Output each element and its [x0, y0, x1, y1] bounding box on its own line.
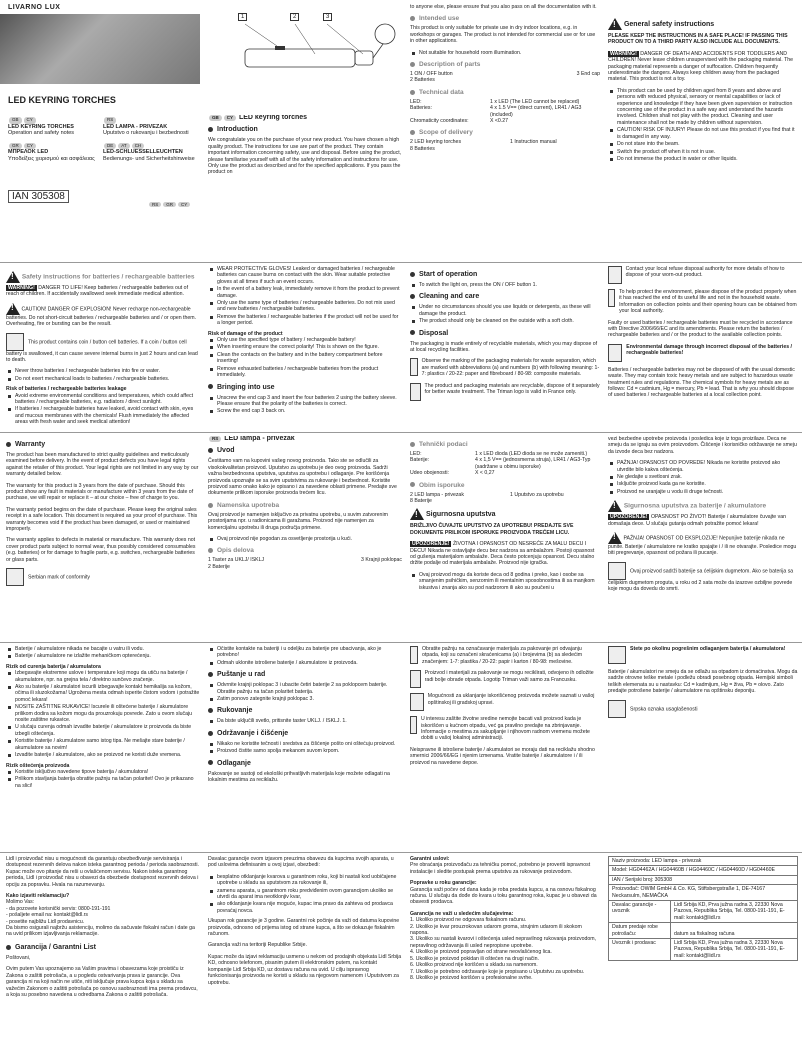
crossed-bin-icon	[608, 646, 626, 664]
table-cell: Uvoznik i prodavac	[609, 939, 671, 961]
battery-item: Only use the same type of batteries / rechargeable batteries. Do not mix used and new batteries / rechargeable batteries.	[217, 300, 402, 313]
disposal-box: The product and packaging materials are recyclable, dispose of it separately for better waste treatment. The Triman logo is valid in France only.	[424, 382, 600, 396]
heading-namenska: Namenska upotreba	[208, 502, 402, 510]
general-warning-text: DANGER OF DEATH AND ACCIDENTS FOR TODDLERS AND CHILDREN! Never leave children unsupervised with the packaging material. The packaging material represents a danger of suffocation. Children frequently underestimate the dangers. Always keep children away from the packaged material. This product is not a toy.	[608, 50, 794, 83]
garancija-text: Ovim putem Vas upoznajemo sa Vašim pravima i obavezama koje proističu iz Zakona o zaštiti potrošača, a u pogledu ostvarivanja prava iz garancije. Ova garancija ni na koji način ne utiče, niti isključuje prava kupca koja u skladu sa važećim Zakonom o zaštiti potrošača po osnovu saobraznosti ima prema prodavcu, a koja su posebno navedena u odredbama Zakona o zaštiti potrošača.	[6, 966, 198, 998]
into-item: Odvrnite krajnji poklopac 3 i ubacite četiri baterije 2 sa poklopcem baterije. Obratite pažnju na tačan polaritet baterija.	[217, 682, 402, 695]
garancija-salute: Poštovani,	[6, 954, 31, 961]
garancija-text: Ukupan rok garancije je 3 godine. Garantni rok počinje da važi od datuma kupovine proizvoda, odnosno od prijema istog od strane kupca, a što se dokazuje fiskalnim računom.	[208, 918, 400, 938]
lang-sub: Bedienungs- und Sicherheitshinweise	[103, 155, 195, 162]
warranty-text: The warranty period begins on the date of purchase. Please keep the original sales receipt in a safe location. This document is required as your proof of purchase. This warranty becomes void if the product has been damaged, or used or maintained improperly.	[6, 506, 198, 533]
damage-item: Očistite kontakte na bateriji i u odeljku za baterije pre ubacivanja, ako je potrebno!	[217, 646, 402, 659]
battery-caution: CAUTION! DANGER OF EXPLOSION! Never recharge non-rechargeable batteries. Do not short-circuit batteries / rechargeable batteries and / or open them. Overheating, fire or bursting can be the result.	[6, 306, 197, 328]
uvod-text: Čestitamo vam na kupovini vašeg novog proizvoda. Tako ste se odlučili za visokokvalitetan proizvod. Uputstvo za upotrebu je deo ovog proizvoda. Sadrži važna bezbednosna uputstva, uputstva za upotrebu i odlaganje. Pre korišćenja proizvoda upoznajte se sa svim uputstvima za rukovanje i bezbednost. Koristite proizvod samo onako kako je opisano i za navedene oblasti primene. Predajte sve dokumente prilikom isporuke proizvoda trećem licu.	[208, 458, 397, 497]
damage-item: Koristite isključivo navedene tipove baterija / akumulatora!	[15, 769, 200, 775]
battery-item: WEAR PROTECTIVE GLOVES! Leaked or damaged batteries / rechargeable batteries can cause burns on contact with the skin. Wear suitable protective gloves at all times if such an event occurs.	[217, 266, 402, 285]
battery-coin: This product contains coin / button cell batteries. If a coin / button cell battery is swallowed, it can cause severe internal burns in just 2 hours and can lead to death.	[6, 339, 198, 364]
battery-item: Never throw batteries / rechargeable batteries into fire or water.	[15, 368, 200, 374]
akum-warning: OPASNOST PO ŽIVOT! Baterije / akumulatore čuvajte van domašaja dece. U slučaju gutanja odmah potražite pomoć lekara!	[608, 514, 786, 527]
lang-sub: Operation and safety notes	[8, 130, 75, 136]
p2-col2	[208, 266, 402, 432]
safety-item: Do not immerse the product in water or other liquids.	[617, 156, 798, 162]
heading-opis: Opis delova	[208, 547, 402, 555]
op-item: Da biste uključili svetlo, pritisnite taster UKLJ. / ISKLJ. 1.	[217, 718, 402, 724]
heading-introduction: Introduction	[208, 125, 402, 134]
disposal-box: Observe the marking of the packaging materials for waste separation, which are marked with abbreviations (a) and numbers (b) with following meaning: 1-7: plastics / 20-22: paper and fibreboard / 80-98: composite materials.	[421, 358, 600, 378]
crossed-bin-icon	[608, 344, 622, 362]
part-item: 2 Batteries	[410, 77, 435, 84]
clean-item: Nikako ne koristite tečnosti i sredstva za čišćenje pošto oni oštećuju proizvod.	[217, 741, 402, 747]
damage-item: Prilikom stavljanja baterija obratite pažnju na tačan polaritet! Ovo je prikazano na slici!	[15, 776, 200, 789]
lang-badge: GB	[209, 115, 222, 121]
disposal-contact: Contact your local refuse disposal authority for more details of how to dispose of your worn-out product.	[625, 266, 785, 279]
leak-item: Izvadite baterije / akumulatore, ako se proizvod ne koristi duže vremena.	[15, 752, 200, 758]
battery-heavy-metals: Batteries / rechargeable batteries may not be disposed of with the usual domestic waste. They may contain toxic heavy metals and are subject to hazardous waste treatment rules and regulations. The chemical symbols for heavy metals are as follows: Cd = cadmium, Hg = mercury, Pb = lead. That is why you should dispose of used batteries / rechargeable batteries at a local collection point.	[608, 366, 795, 399]
p4-col3	[410, 646, 600, 850]
divider	[0, 262, 802, 263]
op-item: To switch the light on, press the ON / OFF button 1.	[419, 282, 600, 288]
lang-badge: CY	[24, 143, 36, 150]
tech-key: Baterije:	[410, 457, 430, 464]
triman-icon	[410, 383, 421, 401]
lang-title: LED KEYRING TORCHES	[8, 123, 74, 130]
heading-scope: Scope of delivery	[410, 129, 600, 137]
warning-label: WARNING!	[610, 50, 637, 57]
akum-coin: Ovaj proizvod sadrži baterije sa ćelijskim dugmetom. Ako se baterija sa ćelijskim dugmetom proguta, u roku od 2 sata može da izazove ozbiljne povrede koje mogu da dovedu do smrti.	[608, 568, 794, 593]
garancija-text: Garancija važi na teritoriji Republike Srbije.	[208, 942, 307, 949]
sigurnosna-item: Ovaj proizvod mogu da koriste deca od 8 godina i preko, kao i osobe sa smanjenim psihičkim, senzornim ili mentalnim sposobnostima ili sa manjkom iskustva i znanja ako su pod nadzorom ili ako su poučeni u	[419, 572, 600, 591]
warning-icon	[410, 508, 424, 520]
warning-label: UPOZORENJE!	[412, 541, 450, 548]
heading-tehnicki: Tehnički podaci	[410, 441, 600, 449]
leak-item: If batteries / rechargeable batteries have leaked, avoid contact with skin, eyes and mucous membranes with the chemicals! Flush immediately the affected areas with fresh water and seek medical attention!	[15, 406, 200, 425]
p2-col1	[6, 266, 200, 432]
brand-logo: LIVARNO LUX	[8, 4, 61, 11]
odlaganje-text: Pakovanje se sastoji od ekološki prihvatljivih materijala koje možete odlagati na lokalnim mestima za reciklažu.	[208, 770, 390, 784]
warranty-text: The warranty for this product is 3 years from the date of purchase. Should this product show any fault in materials or manufacture within 3 years from the date of purchase, we will repair or replace it – at our choice – free of charge to you.	[6, 482, 194, 502]
heading-damage: Risk of damage of the product	[208, 330, 283, 337]
heading-garantni-uslovi: Garantni uslovi:	[410, 856, 450, 862]
damage-item: Odmah uklonite istrošene baterije / akumulatore iz proizvoda.	[217, 660, 402, 666]
tech-val: X <0.27	[490, 118, 509, 125]
tech-val: X < 0,27	[475, 470, 495, 477]
into-item: Unscrew the end cap 3 and insert the four batteries 2 using the battery sleeve. Please ensure that the polarity of the batteries is correct.	[217, 395, 402, 408]
ne-vazi-item: 6. Ukoliko proizvod nije korišćen u skladu sa namenom.	[410, 962, 538, 969]
p1-col2	[410, 4, 600, 260]
heading-pustanje: Puštanje u rad	[208, 670, 402, 679]
disposal-box: U interesu zaštite životne sredine nemojte bacati vaš proizvod kada je iskorišćen u kućnom otpadu, već ga pravilno predajte na zbrinjavanje. Informacije o mestima za sakupljanje i njihovom radnom vremenu možete dobiti u vašoj lokalnoj administraciji.	[420, 716, 590, 742]
coin-cell-icon	[6, 333, 24, 351]
heading-ostecenje: Rizik oštećenja proizvoda	[6, 762, 70, 769]
explosion-icon	[608, 532, 622, 544]
lang-badge: RS	[209, 436, 221, 442]
lang-title: LED-SCHLUESSELLEUCHTEN	[103, 149, 183, 155]
lang-badge: CY	[224, 115, 236, 121]
tech-key: LED:	[410, 98, 422, 105]
serbian-mark: Serbian mark of conformity	[28, 574, 90, 581]
p3-col3	[410, 436, 600, 640]
leak-item: Avoid extreme environmental conditions and temperatures, which could affect batteries / rechargeable batteries, e.g. radiators / direct sunlight.	[15, 393, 200, 406]
general-safety-intro: PLEASE KEEP THE INSTRUCTIONS IN A SAFE PLACE! IF PASSING THIS PRODUCT ON TO A THIRD PARTY ALSO INCLUDE ALL DOCUMENTS.	[608, 33, 788, 46]
p4-col1	[6, 646, 200, 850]
safety-item: Switch the product off when it is not in use.	[617, 149, 798, 155]
intended-item: Not suitable for household room illumination.	[419, 50, 600, 56]
disposal-box: Proizvod i materijali za pakovanje se mogu reciklirati, odvojeno ih odložite radi bolje obrade otpada. Logotip Triman važi samo za Francusku.	[424, 670, 594, 683]
reklamacija-line: - pošaljete email na: kontakt@lidl.rs	[6, 912, 88, 919]
battery-item: Baterije / akumulatore ne izlažite mehaničkom opterećenju.	[15, 653, 200, 659]
safety-item: Proizvod ne uranjajte u vodu ili druge tečnosti.	[617, 489, 798, 495]
p2-col4	[608, 266, 798, 432]
lang-sub: Uputstvo o rukovanju i bezbednosti	[103, 130, 189, 136]
namenska-text: Ovaj proizvod je namenjen isključivo za privatnu upotrebu, u suvim zatvorenim prostorijama npr. u radionicama ili garažama. Proizvod nije namenjen za komercijalnu upotrebu ili druga područja primene.	[208, 511, 388, 531]
rs-title: LED lampa - privezak	[224, 436, 295, 442]
tech-key: Batteries:	[410, 105, 432, 112]
garancija-item: zamenu aparata, u garantnom roku predviđenim ovom garancijom ukoliko se utvrdi da aparat ima neotklonjiv kvar,	[217, 888, 402, 901]
battery-item: Remove the batteries / rechargeable batteries if the product will not be used for a longer period.	[217, 314, 402, 327]
leak-item: Izbegavajte ekstremne uslove i temperature koji mogu da utiču na baterije / akumulatore, npr. na grejna tela / direktno sunčevo zračenje.	[15, 670, 200, 683]
part-item: 2 Baterije	[208, 563, 230, 570]
tech-key: Chromaticity coordinates:	[410, 118, 469, 125]
table-cell: Proizvođač: OWIM GmbH & Co. KG, Stiftsbergstraße 1, DE-74167 Neckarsulm, NEMAČKA	[609, 885, 798, 901]
cover-title: LED KEYRING TORCHES	[8, 95, 116, 105]
reklamacija-line: - posetite najbližu Lidl prodavnicu.	[6, 918, 85, 925]
recycling-icon	[410, 358, 418, 376]
heading-rukovanje: Rukovanje	[208, 706, 402, 715]
reklamacija-line: Molimo Vas:	[6, 899, 35, 906]
heading-start-operation: Start of operation	[410, 270, 600, 279]
ne-vazi-item: 8. Ukoliko je proizvod korišćen u profesionalne svrhe.	[410, 974, 533, 981]
heading-battery-safety: ! Safety instructions for batteries / rechargeable batteries	[6, 271, 200, 283]
serbian-mark-icon	[608, 700, 626, 718]
disposal-text: The packaging is made entirely of recyclable materials, which you may dispose of at local recycling facilities.	[410, 340, 598, 354]
part-item: 1 ON / OFF button	[410, 71, 453, 78]
lang-badge: CY	[178, 202, 190, 207]
heading-tech: Technical data	[410, 89, 600, 97]
figure-label-3: 3	[323, 13, 332, 21]
battery-recycle: Neispravne ili istrošene baterije / akumulatori se moraju dati na reciklažu shodno smernici 2006/66/EG i njenim izmenama. Vratite baterije / akumulatore i / ili proizvod na navedene depoe.	[410, 746, 595, 766]
warranty-table	[608, 856, 798, 961]
lang-badge: AT	[118, 143, 129, 150]
safety-item: Isključite proizvod kada ga ne koristite.	[617, 481, 798, 487]
warning-label: UPOZORENJE!	[610, 514, 648, 521]
scope-item: 8 Batteries	[410, 145, 435, 152]
bin-icon	[410, 693, 424, 711]
damage-item: Clean the contacts on the battery and in the battery compartment before inserting!	[217, 352, 402, 365]
cover	[0, 0, 200, 262]
service-text: Lidl i proizvođač nisu u mogućnosti da garantuju obezbeđivanje servisiranja i dostupnost rezervnih delova nakon isteka garantnog perioda / perioda saobraznosti. Kupac može ovo pitanje da reši u ovlašćenom servisu. Nakon isteka garantnog perioda, Lidl i proizvođač nisu u obavezi da obezbede dostupnost rezervnih delova i opciju za popravku. Hvala na razumevanju.	[6, 856, 199, 888]
heading-akumulatore: ! Sigurnosna uputstva za baterije / akumulatore	[608, 500, 798, 512]
p4-col2	[208, 646, 402, 850]
warning-label: WARNING!	[8, 285, 35, 291]
garantni-text: Pre obraćanja proizvođaču za tehničku pomoć, potrebno je proveriti ispravnost instalacije i sledite postupak prema uputstvu za rukovanje proizvodom.	[410, 862, 591, 875]
sigurnosna-intro: BRIŽLJIVO ČUVAJTE UPUTSTVO ZA UPOTREBU! PREDAJTE SVE DOKUMENTE PRILIKOM ISPORUKE PROIZVODA TREĆEM LICU.	[410, 523, 574, 536]
p3-col4	[608, 436, 798, 640]
part-item: 3 Krajnji poklopac	[361, 557, 402, 564]
garancija-text: Davalac garancije ovom izjavom preuzima obavezu da kupcima svojih aparata, u pod uslovima definisanim u ovoj izjavi, obezbedi:	[208, 856, 394, 869]
p3-col2	[208, 436, 402, 640]
sigurnosna-warning: ŽIVOTNA I OPASNOST OD NESREĆE ZA MALU DECU I DECU! Nikada ne ostavljajte decu bez nadzora sa ambalažom. Postoji opasnost od gušenja materijalom ambalaže. Deca često potcenjuju opasnost. Decu stalno držite podalje od materijala ambalaže. Proizvod nije igračka.	[410, 541, 595, 567]
heading-intended-use: Intended use	[410, 15, 600, 23]
table-cell: Lidl Srbija KD, Prva južna radna 3, 22330 Nova Pazova, Republika Srbija, Tel. 0800-191-191, E-mail: kontakt@lidl.rs	[671, 939, 798, 961]
ne-vazi-item: 2. Ukoliko je kvar prouzrokovan udarom groma, strujnim udarom ili skokom napona.	[410, 923, 582, 937]
table-cell: Davalac garancije - uvoznik	[609, 901, 671, 923]
leak-item: Koristite baterije / akumulatore samo istog tipa. Ne mešajte stare baterije / akumulatore sa novim!	[15, 738, 200, 751]
lang-badge: RS	[104, 117, 116, 124]
p5-col2	[208, 856, 402, 1060]
damage-item: Remove exhausted batteries / rechargeable batteries from the product immediately.	[217, 366, 402, 379]
tech-key: LED:	[410, 451, 422, 457]
tech-val: 4 x 1,5 V== (jednosmerna struja), LR41 / AG3-Typ (sadržane u obimu isporuke)	[475, 457, 591, 470]
warning-icon	[608, 500, 622, 512]
heading-odlaganje: Odlaganje	[208, 759, 402, 768]
heading-sigurnosna: ! Sigurnosna uputstva	[410, 508, 600, 520]
table-cell: Naziv proizvoda: LED lampa - privezak	[609, 857, 798, 866]
into-item: Zatim ponovo zategnite krajnji poklopac 3.	[217, 696, 402, 702]
battery-heavy-metals: Baterije / akumulatori ne smeju da se odlažu sa otpadom iz domaćinstva. Mogu da sadrže otrovne teške metale i podležu obradi posebnog otpada. Hemijski simboli teških elemenata su u nastavku: Cd = kadmijum, Hg = živa, Pb = olovo. Zato predajte potrošene baterije / akumulatore na opštinsku deponiju.	[608, 669, 798, 695]
lang-badge: GR	[9, 143, 22, 150]
garancija-item: ako otklanjanje kvara nije moguće, kupac ima pravo da zahteva od prodavca povraćaj novca.	[217, 901, 402, 914]
p1-col1	[208, 115, 402, 260]
heading-odrzavanje: Održavanje i čišćenje	[208, 729, 402, 738]
scope-item: 1 Instruction manual	[510, 139, 557, 146]
heading-reklamacija: Kako izjaviti reklamaciju?	[6, 893, 70, 900]
part-item: 1 Taster za UKLJ/ ISKLJ	[208, 557, 265, 564]
lang-title: LED LAMPA - PRIVEZAK	[103, 123, 168, 130]
table-cell: IAN / Serijski broj: 305308	[609, 875, 798, 884]
divider	[0, 852, 802, 853]
scope-item: 2 LED keyring torches	[410, 139, 462, 146]
divider	[0, 642, 802, 643]
intro-cont: to anyone else, please ensure that you also pass on all the documentation with it.	[410, 4, 597, 10]
p1-title: LED keyring torches	[238, 115, 308, 121]
scope-item: 2 LED lampa - privezak	[410, 491, 464, 498]
heading-parts: Description of parts	[410, 61, 600, 69]
ne-vazi-item: 7. Ukoliko je potrebno održavanje koje je propisano u Uputstvu za upotrebu.	[410, 968, 585, 975]
lang-badge: DE	[104, 143, 116, 150]
sigurnosna-cont: vezi bezbedne upotrebe proizvoda i posledica koje iz toga proizilaze. Deca ne smeju da se igraju sa ovim proizvodom. Čišćenje i korisničko održavanje ne smeju da izvode deca bez nadzora.	[608, 436, 797, 455]
warning-icon	[608, 18, 622, 30]
warning-icon	[6, 271, 20, 283]
intended-text: This product is only suitable for private use in dry indoor locations, e.g. in workshops or garages. The product is not intended for commercial use or for use in other applications.	[410, 25, 596, 45]
lang-badge: RS	[149, 202, 161, 207]
p5-col3	[410, 856, 600, 1060]
ian-number: IAN 305308	[8, 190, 69, 203]
p3-col1	[6, 436, 200, 640]
crossed-bin-icon	[608, 289, 615, 307]
lang-badge: CY	[24, 117, 36, 124]
lang-badge: GR	[163, 202, 176, 207]
reklamacija-line: Da bismo osigurali najbržu asistenciju, molimo da sačuvate fiskalni račun i date ga na uvid prilikom izjavljivanja reklamacije.	[6, 925, 195, 938]
lang-sub: Υποδείξεις χειρισμού και ασφάλειας	[8, 155, 95, 162]
p4-col4	[608, 646, 798, 850]
tech-val: 4 x 1.5 V== (direct current), LR41 / AG3 (included)	[490, 105, 582, 118]
safety-item: CAUTION! RISK OF INJURY! Please do not use this product if you find that it is damaged in any way.	[617, 127, 798, 140]
tech-val: 1 x LED dioda (LED dioda se ne može zameniti.)	[475, 451, 588, 457]
heading-leakage: Risk of batteries / rechargeable batteries leakage	[6, 386, 127, 393]
ne-vazi-item: 1. Ukoliko proizvod ne odgovara fiskalnom računu.	[410, 917, 527, 924]
table-cell: datum sa fiskalnog računa	[671, 923, 798, 939]
ne-vazi-item: 5. Ukoliko je proizvod pokidan ili oštećen na drugi način.	[410, 955, 539, 962]
leak-item: NOSITE ZAŠTITNE RUKAVICE! Iscurele ili oštećene baterije / akumulatore prilikom dodira sa kožom mogu da prouzrokuju povrede. Zato u ovom slučaju nosite zaštitne rukavice.	[15, 704, 200, 723]
battery-item: Do not exert mechanical loads to batteries / rechargeable batteries.	[15, 376, 200, 382]
coin-cell-icon	[608, 562, 626, 580]
p5-col4	[608, 856, 798, 1060]
heading-garancija: Garancija / Garantni List	[6, 943, 200, 952]
warranty-text: The product has been manufactured to strict quality guidelines and meticulously examined before delivery. In the event of product defects you have legal rights against the retailer of this product. Your legal rights are not limited in any way by our warranty detailed below.	[6, 452, 199, 478]
clean-item: Proizvod čistite samo spolja mekanom suvom krpom.	[217, 748, 402, 754]
safety-item: Do not stare into the beam.	[617, 141, 798, 147]
heading-general-safety: ! General safety instructions	[608, 18, 798, 30]
heading-bringing-into-use: Bringing into use	[208, 383, 402, 392]
heading-curenje: Rizik od curenja baterija / akumulatora	[6, 663, 101, 670]
bin-icon	[608, 266, 622, 284]
tech-key: Udeo obojenosti:	[410, 470, 449, 477]
heading-ne-vazi: Garancija ne važi u sledećim slučajevima:	[410, 910, 514, 917]
damage-item: When inserting ensure the correct polarity! This is shown on the figure.	[217, 344, 402, 350]
damage-item: Only use the specified type of battery / rechargeable battery!	[217, 337, 402, 343]
battery-warning: DANGER TO LIFE! Keep batteries / rechargeable batteries out of reach of children. If accidentally swallowed seek immediate medical attention.	[6, 285, 189, 298]
into-item: Screw the end cap 3 back on.	[217, 408, 402, 414]
part-item: 3 End cap	[576, 71, 600, 78]
disposal-box: Obratite pažnju na označavanje materijala za pakovanje pri odvajanju otpada, koji su označeni skraćenicama (a) i brojevima (b) sa sledećim značenjem: 1-7: plastika / 20-22: papir i karton / 80-98: mešovine.	[422, 646, 583, 665]
namenska-item: Ovaj proizvod nije pogodan za osvetljenje prostorija u kući.	[217, 536, 402, 542]
disposal-env: To help protect the environment, please dispose of the product properly when it has reached the end of its useful life and not in the household waste. Information on collection points and their opening hours can be obtained from your local authority.	[619, 289, 797, 315]
cover-photo	[0, 14, 200, 84]
triman-icon	[410, 670, 421, 688]
explosion-icon	[6, 303, 20, 315]
divider	[0, 432, 802, 433]
heading-obim: Obim isporuke	[410, 482, 600, 490]
heading-uvod: Uvod	[208, 446, 402, 455]
serbian-mark: Srpska oznaka usaglašenosti	[630, 706, 698, 712]
scope-item: 1 Uputstvo za upotrebu	[510, 491, 564, 498]
p5-col1	[6, 856, 200, 1060]
intro-text: We congratulate you on the purchase of your new product. You have chosen a high quality product. The instructions for use are part of the product. They contain important information concerning safety, use and disposal. Before using the product, please familiarise yourself with all of the safety information and instructions for use. Only use the product as described and for the specified applications. If you pass the product on	[208, 137, 402, 176]
scope-item: 8 Baterije	[410, 498, 432, 505]
safety-item: This product can be used by children aged from 8 years and above and persons with reduced physical, sensory or mental capabilities or lack of experience and knowledge if they have been given supervision or instruction concerning use of the product in a safe way and understand the hazards involved. Children shall not play with the product. Cleaning and user maintenance shall not be made by children without supervision.	[617, 88, 798, 126]
lang-badge: GB	[9, 117, 22, 124]
p1-col3	[608, 14, 798, 260]
product-figure	[205, 4, 405, 109]
reklamacija-line: - da pozovete korisnički servis: 0800-191-191	[6, 905, 111, 912]
tech-val: 1 x LED (The LED cannot be replaced)	[490, 98, 580, 105]
garancija-item: besplatno otklanjanje kvarova u garantnom roku, koji bi nastali kod uobičajene upotrebe u skladu sa uputstvom za rukovanje ili,	[217, 874, 402, 887]
recycling-icon	[410, 646, 418, 664]
safety-item: Ne gledajte u svetlosni zrak.	[617, 474, 798, 480]
lang-badge: CH	[132, 143, 145, 150]
cover-langs	[8, 117, 198, 162]
clean-item: The product should only be cleaned on the outside with a soft cloth.	[419, 318, 600, 324]
crossed-bin-icon	[410, 716, 417, 734]
figure-label-1: 1	[238, 13, 247, 21]
ne-vazi-item: 3. Ukoliko su nastali kvarovi i oštećenja usled nepravilnog rukovanja proizvodom, nepravilnog održavanja ili usled nepropisne upotrebe.	[410, 936, 596, 949]
battery-item: In the event of a battery leak, immediately remove it from the product to prevent damage.	[217, 286, 402, 299]
p2-col3	[410, 266, 600, 432]
akum-caution: PAŽNJA! OPASNOST OD EKSPLOZIJE! Nepunjive baterije nikada ne punite. Baterije / akumulatore ne kratko spajajte i / ili ne otvarajte. Posledice mogu biti pregrevanje, opasnost od požara ili pucanje.	[608, 535, 797, 557]
clean-item: Under no circumstances should you use liquids or detergents, as these will damage the product.	[419, 304, 600, 317]
warranty-text: The warranty applies to defects in material or manufacture. This warranty does not cover product parts subject to normal wear, thus possibly considered consumables (e.g. batteries) or for damage to fragile parts, e.g. switches, rechargeable batteries or glass parts.	[6, 537, 196, 563]
env-damage-heading: Štete po okolinu pogrešnim odlaganjem baterija / akumulatora!	[630, 646, 786, 652]
lang-title: ΜΠΡΕΛΟΚ LED	[8, 149, 49, 155]
heading-warranty: Warranty	[6, 440, 200, 449]
serbian-mark-icon	[6, 568, 24, 586]
heading-disposal: Disposal	[410, 329, 600, 338]
figure-label-2: 2	[290, 13, 299, 21]
heading-cleaning: Cleaning and care	[410, 292, 600, 301]
ne-vazi-item: 4. Ukoliko je proizvod popravljan od strane neovlašćenog lica.	[410, 949, 552, 956]
popravke-text: Garancija važi počev od dana kada je roba predata kupcu, a na osnovu fiskalnog računa. U slučaju da dođe do kvara u toku garantnog roka, kupac je u obavezi da obavesti prodavca.	[410, 886, 597, 906]
leak-item: Ako su baterije / akumulatori iscurili izbegavajte kontakt hemikalija sa kožom, očima ili sluzokožama! Ugrožena mesta odmah isperite čistom vodom i potražite pomoć lekara!	[15, 684, 200, 703]
garancija-text: Kupac može da izjavi reklamaciju usmeno u nekom od prodajnih objekata Lidl Srbija KD, odnosno telefonom, pisanim putem ili elektronskim putem, na kontakt kompanije Lidl Srbija KD, uz dostavu računa na uvid. U cilju ispravnog funkcionisanja proizvoda ne koristi u skladu sa njegovom namenom i Uputstvom za upotrebu.	[208, 953, 402, 986]
table-cell: Model: HG04462A / HG04460B / HG04460C / HG04460D / HG04460E	[609, 866, 798, 875]
table-cell: Lidl Srbija KD, Prva južna radna 3, 22330 Nova Pazova, Republika Srbija, Tel. 0800-191-191, E-mail: kontakt@lidl.rs	[671, 901, 798, 923]
ian-badges	[148, 193, 191, 211]
heading-popravke: Popravke u roku garancije:	[410, 880, 477, 887]
table-cell: Datum predaje robe potrošaču:	[609, 923, 671, 939]
keyring-torch-illustration	[205, 4, 405, 109]
battery-item: Baterije / akumulatore nikada ne bacajte u vatru ili vodu.	[15, 646, 200, 652]
battery-recycle: Faulty or used batteries / rechargeable batteries must be recycled in accordance with Directive 2006/66/EC and its amendments. Please return the batteries / rechargeable batteries and / or the product to the available collection points.	[608, 319, 793, 339]
disposal-box: Mogućnosti za uklanjanje iskorišćenog proizvoda možete saznati u vašoj opštinskoj ili gradskoj upravi.	[427, 693, 595, 706]
env-damage-heading: Environmental damage through incorrect disposal of the batteries / rechargeable batteries!	[626, 343, 792, 357]
safety-item: PAŽNJA! OPASNOST OD POVREDE! Nikada ne koristite proizvod ako utvrdite bilo kakva oštećenja.	[617, 460, 798, 473]
leak-item: U slučaju curenja odmah izvadite baterije / akumulatore iz proizvoda da biste izbegli oštećenja.	[15, 724, 200, 737]
